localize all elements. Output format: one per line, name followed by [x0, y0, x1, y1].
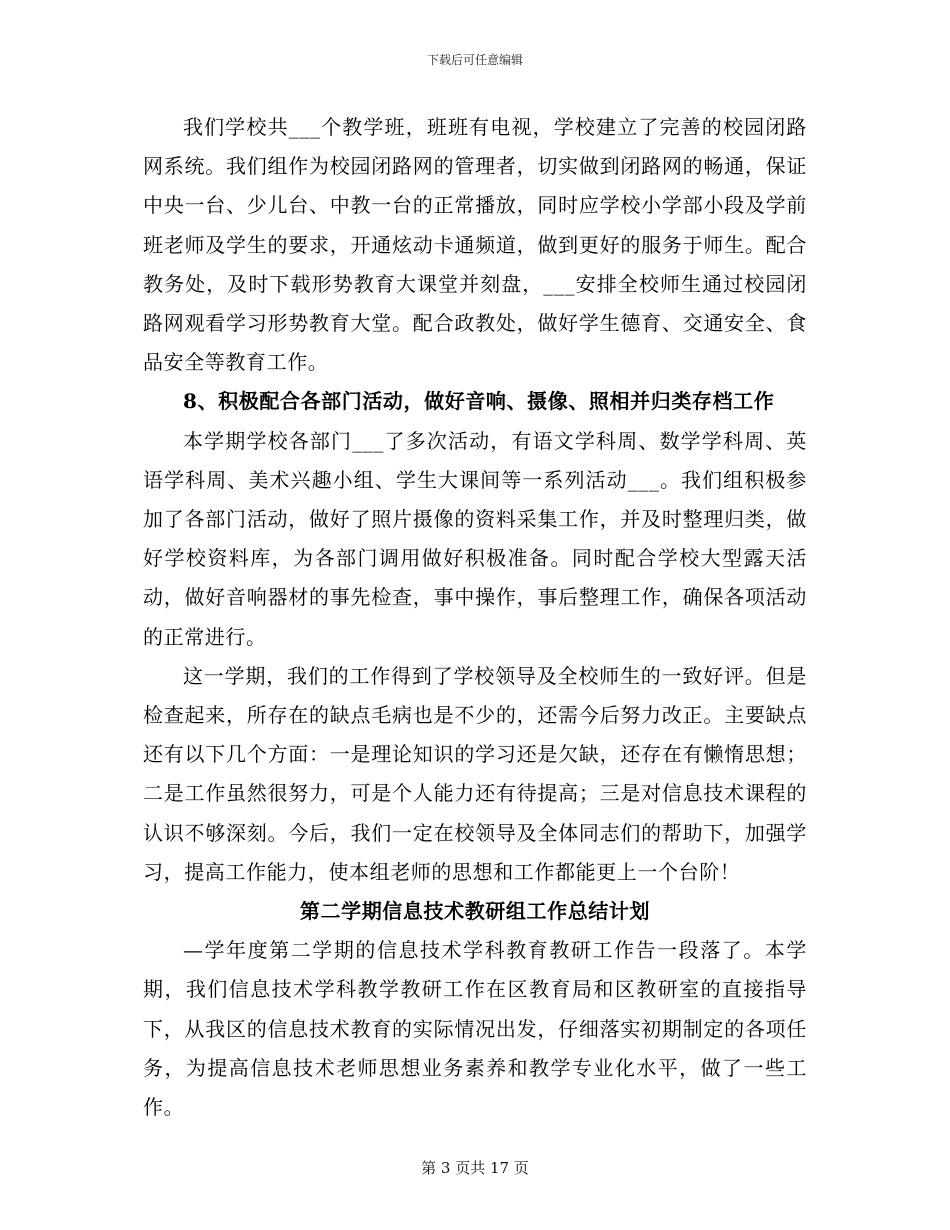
paragraph-second-semester-intro: —学年度第二学期的信息技术学科教育教研工作告一段落了。本学期，我们信息技术学科教学教研工作在区教育局和区教研室的直接指导下，从我区的信息技术教育的实际情况出发，仔细落实初期制定的各项任务，为提高信息技术老师思想业务素养和教学专业化水平，做了一些工作。 — [143, 938, 807, 1120]
paragraph-shortcomings: 这一学期，我们的工作得到了学校领导及全校师生的一致好评。但是检查起来，所存在的缺点毛病也是不少的，还需今后努力改正。主要缺点还有以下几个方面：一是理论知识的学习还是欠缺，还存在有懒惰思想；二是工作虽然很努力，可是个人能力还有待提高；三是对信息技术课程的认识不够深刻。今后，我们一定在校领导及全体同志们的帮助下，加强学习，提高工作能力，使本组老师的思想和工作都能更上一个台阶！ — [143, 663, 807, 884]
paragraph-department-activities: 本学期学校各部门___了多次活动，有语文学科周、数学学科周、英语学科周、美术兴趣小组、学生大课间等一系列活动___。我们组积极参加了各部门活动，做好了照片摄像的资料采集工作，并及时整理归类，做好学校资料库，为各部门调用做好积极准备。同时配合学校大型露天活动，做好音响器材的事先检查，事中操作，事后整理工作，确保各项活动的正常进行。 — [143, 428, 807, 649]
page-number: 第 3 页共 17 页 — [421, 1159, 529, 1177]
document-body — [143, 108, 807, 1127]
page-header-note: 下载后可任意编辑 — [426, 53, 523, 67]
paragraph-closed-circuit-network: 我们学校共___个教学班，班班有电视，学校建立了完善的校园闭路网系统。我们组作为校园闭路网的管理者，切实做到闭路网的畅通，保证中央一台、少儿台、中教一台的正常播放，同时应学校小学部小段及学前班老师及学生的要求，开通炫动卡通频道，做到更好的服务于师生。配合教务处，及时下载形势教育大课堂并刻盘，___安排全校师生通过校园闭路网观看学习形势教育大堂。配合政教处，做好学生德育、交通安全、食品安全等教育工作。 — [143, 115, 807, 375]
section-title-second-semester: 第二学期信息技术教研组工作总结计划 — [299, 899, 651, 924]
section-heading-8: 8、积极配合各部门活动，做好音响、摄像、照相并归类存档工作 — [183, 389, 775, 414]
